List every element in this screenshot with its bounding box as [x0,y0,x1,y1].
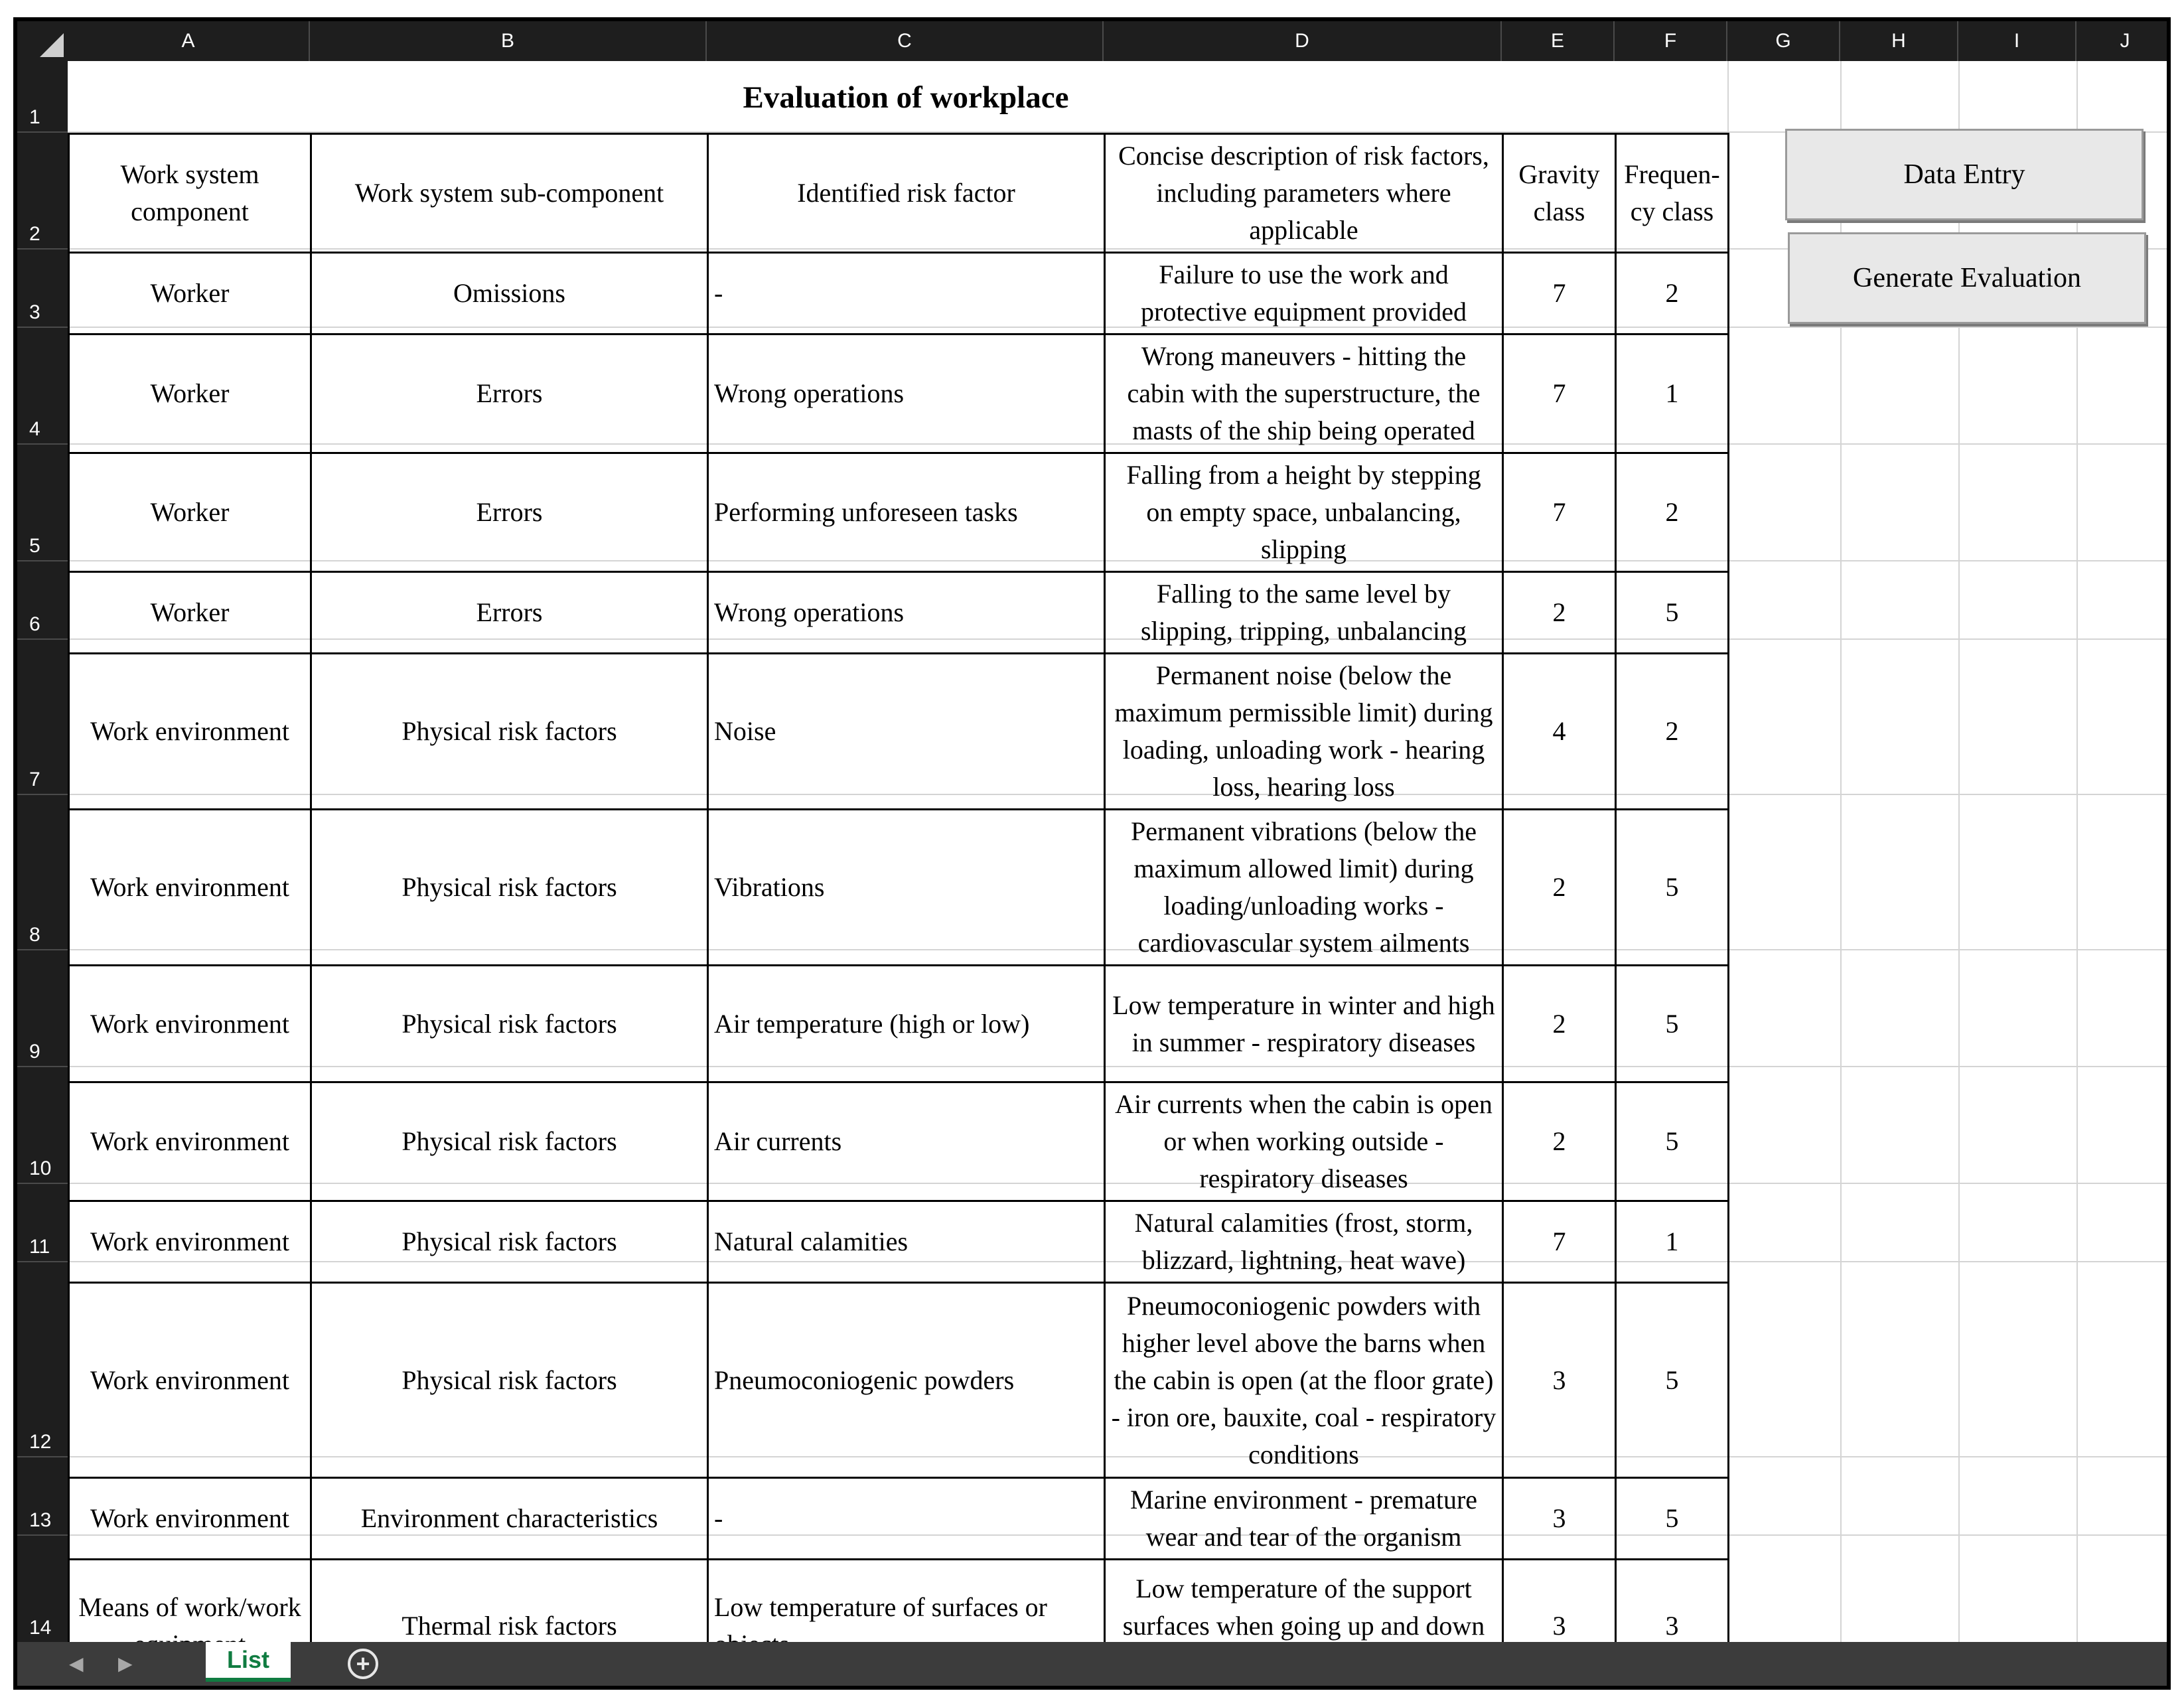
cell-gravity[interactable]: 2 [1503,1082,1616,1201]
table-row [69,572,1729,654]
cell-sub-component[interactable]: Errors [311,453,708,572]
spreadsheet-window [13,17,2171,1690]
select-all-icon [40,33,64,57]
prev-sheet-icon[interactable]: ◀ [69,1653,84,1674]
cell-component[interactable]: Worker [69,572,311,654]
table-row [69,654,1729,810]
cell-component[interactable]: Work environment [69,966,311,1082]
header-sub-component[interactable]: Work system sub-component [311,134,708,253]
cell-component[interactable]: Means of work/work [69,1560,311,1690]
cell-description[interactable]: Low temperature in winter and high in summer - respiratory diseases [1105,966,1503,1082]
cell-sub-component[interactable]: Thermal risk factors [311,1560,708,1690]
cell-risk-factor[interactable]: Performing unforeseen tasks [708,453,1105,572]
cell-risk-factor[interactable]: Air temperature (high or low) [708,966,1105,1082]
cell-risk-factor[interactable]: Natural calamities [708,1201,1105,1283]
table-row [69,810,1729,966]
cell-component[interactable]: Work environment [69,1283,311,1478]
row-header[interactable]: 5 [17,445,68,561]
cell-description[interactable]: Air currents when the cabin is open or when working outside - respiratory diseases [1105,1082,1503,1201]
row-header[interactable]: 3 [17,250,68,328]
cell-component[interactable]: Work environment [69,1082,311,1201]
cell-gravity[interactable]: 7 [1503,253,1616,334]
sheet-tab-bar [17,1642,2171,1686]
cell-gravity[interactable]: 4 [1503,654,1616,810]
cell-risk-factor[interactable]: - [708,1478,1105,1560]
cell-frequency[interactable]: 3 [1616,1560,1729,1690]
cell-description[interactable]: Permanent vibrations (below the maximum allowed limit) during loading/unloading works - cardiovascular system ailments [1105,810,1503,966]
column-header-i[interactable]: I [1958,21,2076,61]
column-header-j[interactable]: J [2076,21,2171,61]
row-header[interactable]: 14 [17,1536,68,1642]
cell-description[interactable]: Wrong maneuvers - hitting the cabin with the superstructure, the masts of the ship being operated [1105,334,1503,453]
cell-gravity[interactable]: 2 [1503,810,1616,966]
cell-frequency[interactable]: 5 [1616,1082,1729,1201]
cell-frequency[interactable]: 5 [1616,810,1729,966]
cell-risk-factor[interactable]: Wrong operations [708,572,1105,654]
cell-frequency[interactable]: 1 [1616,1201,1729,1283]
row-header[interactable]: 4 [17,328,68,445]
header-gravity[interactable]: Gravity class [1503,134,1616,253]
cell-risk-factor[interactable]: Vibrations [708,810,1105,966]
row-header[interactable]: 2 [17,133,68,250]
cell-sub-component[interactable]: Physical risk factors [311,1082,708,1201]
cell-risk-factor[interactable]: Low temperature of surfaces or [708,1560,1105,1690]
column-header-f[interactable]: F [1615,21,1727,61]
add-sheet-icon[interactable]: + [348,1649,378,1679]
cell-sub-component[interactable]: Physical risk factors [311,810,708,966]
row-header[interactable]: 10 [17,1067,68,1184]
cell-frequency[interactable]: 5 [1616,1478,1729,1560]
row-header[interactable]: 13 [17,1457,68,1536]
cell-gravity[interactable]: 2 [1503,572,1616,654]
cell-description[interactable]: Permanent noise (below the maximum permissible limit) during loading, unloading work - hearing loss, hearing loss [1105,654,1503,810]
row-header[interactable]: 9 [17,950,68,1067]
table-row [69,1201,1729,1283]
cell-gravity[interactable]: 7 [1503,453,1616,572]
column-header-a[interactable]: A [68,21,310,61]
cell-description[interactable]: Falling from a height by stepping on empty space, unbalancing, slipping [1105,453,1503,572]
cell-sub-component[interactable]: Errors [311,572,708,654]
cell-sub-component[interactable]: Errors [311,334,708,453]
header-component[interactable]: Work system component [69,134,311,253]
column-header-c[interactable]: C [707,21,1104,61]
cell-sub-component[interactable]: Omissions [311,253,708,334]
row-header[interactable]: 6 [17,561,68,640]
cell-description[interactable]: Low temperature of the support surfaces when going up and down [1105,1560,1503,1690]
cell-sub-component[interactable]: Physical risk factors [311,1201,708,1283]
header-description[interactable]: Concise description of risk factors, including parameters where applicable [1105,134,1503,253]
table-header-row [69,134,1729,253]
table-row [69,253,1729,334]
cell-frequency[interactable]: 5 [1616,572,1729,654]
cell-component[interactable]: Work environment [69,1478,311,1560]
table-row [69,1283,1729,1478]
cell-gravity[interactable]: 3 [1503,1478,1616,1560]
header-frequency[interactable]: Frequen-cy class [1616,134,1729,253]
cell-gravity[interactable]: 3 [1503,1560,1616,1690]
cell-risk-factor[interactable]: - [708,253,1105,334]
sheet-tab-list[interactable]: List [206,1642,291,1682]
column-header-d[interactable]: D [1104,21,1502,61]
cell-component[interactable]: Work environment [69,1201,311,1283]
cell-gravity[interactable]: 3 [1503,1283,1616,1478]
cell-sub-component[interactable]: Environment characteristics [311,1478,708,1560]
cell-risk-factor[interactable]: Pneumoconiogenic powders [708,1283,1105,1478]
cell-component[interactable]: Work environment [69,810,311,966]
cell-component[interactable]: Work environment [69,654,311,810]
cell-frequency[interactable]: 2 [1616,453,1729,572]
cell-risk-factor[interactable]: Wrong operations [708,334,1105,453]
row-header[interactable]: 7 [17,640,68,795]
data-entry-button[interactable]: Data Entry [1785,129,2144,220]
cell-gravity[interactable]: 7 [1503,1201,1616,1283]
cell-component[interactable]: Worker [69,453,311,572]
cell-frequency[interactable]: 2 [1616,253,1729,334]
table-row [69,453,1729,572]
cell-frequency[interactable]: 5 [1616,966,1729,1082]
table-row [69,1478,1729,1560]
cell-frequency[interactable]: 2 [1616,654,1729,810]
cell-description[interactable]: Failure to use the work and protective equipment provided [1105,253,1503,334]
sheet-title[interactable]: Evaluation of workplace [743,80,1069,115]
cell-risk-factor[interactable]: Noise [708,654,1105,810]
column-header-g[interactable]: G [1727,21,1840,61]
next-sheet-icon[interactable]: ▶ [118,1653,133,1674]
column-header-h[interactable]: H [1840,21,1958,61]
row-header[interactable]: 12 [17,1262,68,1457]
cell-sub-component[interactable]: Physical risk factors [311,966,708,1082]
select-all-corner[interactable] [17,21,68,61]
row-header[interactable]: 1 [17,61,68,133]
cell-frequency[interactable]: 5 [1616,1283,1729,1478]
cell-sub-component[interactable]: Physical risk factors [311,1283,708,1478]
risk-evaluation-table [68,133,1729,1690]
table-row [69,334,1729,453]
generate-evaluation-button[interactable]: Generate Evaluation [1788,232,2146,324]
cell-description[interactable]: Pneumoconiogenic powders with higher level above the barns when the cabin is open (at the floor grate) - iron ore, bauxite, coal - respiratory conditions [1105,1283,1503,1478]
cell-frequency[interactable]: 1 [1616,334,1729,453]
column-header-b[interactable]: B [310,21,707,61]
cell-sub-component[interactable]: Physical risk factors [311,654,708,810]
row-header[interactable]: 11 [17,1184,68,1262]
cell-component[interactable]: Worker [69,253,311,334]
cell-gravity[interactable]: 7 [1503,334,1616,453]
cell-risk-factor[interactable]: Air currents [708,1082,1105,1201]
row-header[interactable]: 8 [17,795,68,950]
cell-description[interactable]: Falling to the same level by slipping, tripping, unbalancing [1105,572,1503,654]
cell-description[interactable]: Marine environment - premature wear and tear of the organism [1105,1478,1503,1560]
cell-component[interactable]: Worker [69,334,311,453]
table-row [69,1082,1729,1201]
table-row [69,966,1729,1082]
column-header-e[interactable]: E [1502,21,1615,61]
header-risk-factor[interactable]: Identified risk factor [708,134,1105,253]
cell-gravity[interactable]: 2 [1503,966,1616,1082]
cell-description[interactable]: Natural calamities (frost, storm, blizzard, lightning, heat wave) [1105,1201,1503,1283]
